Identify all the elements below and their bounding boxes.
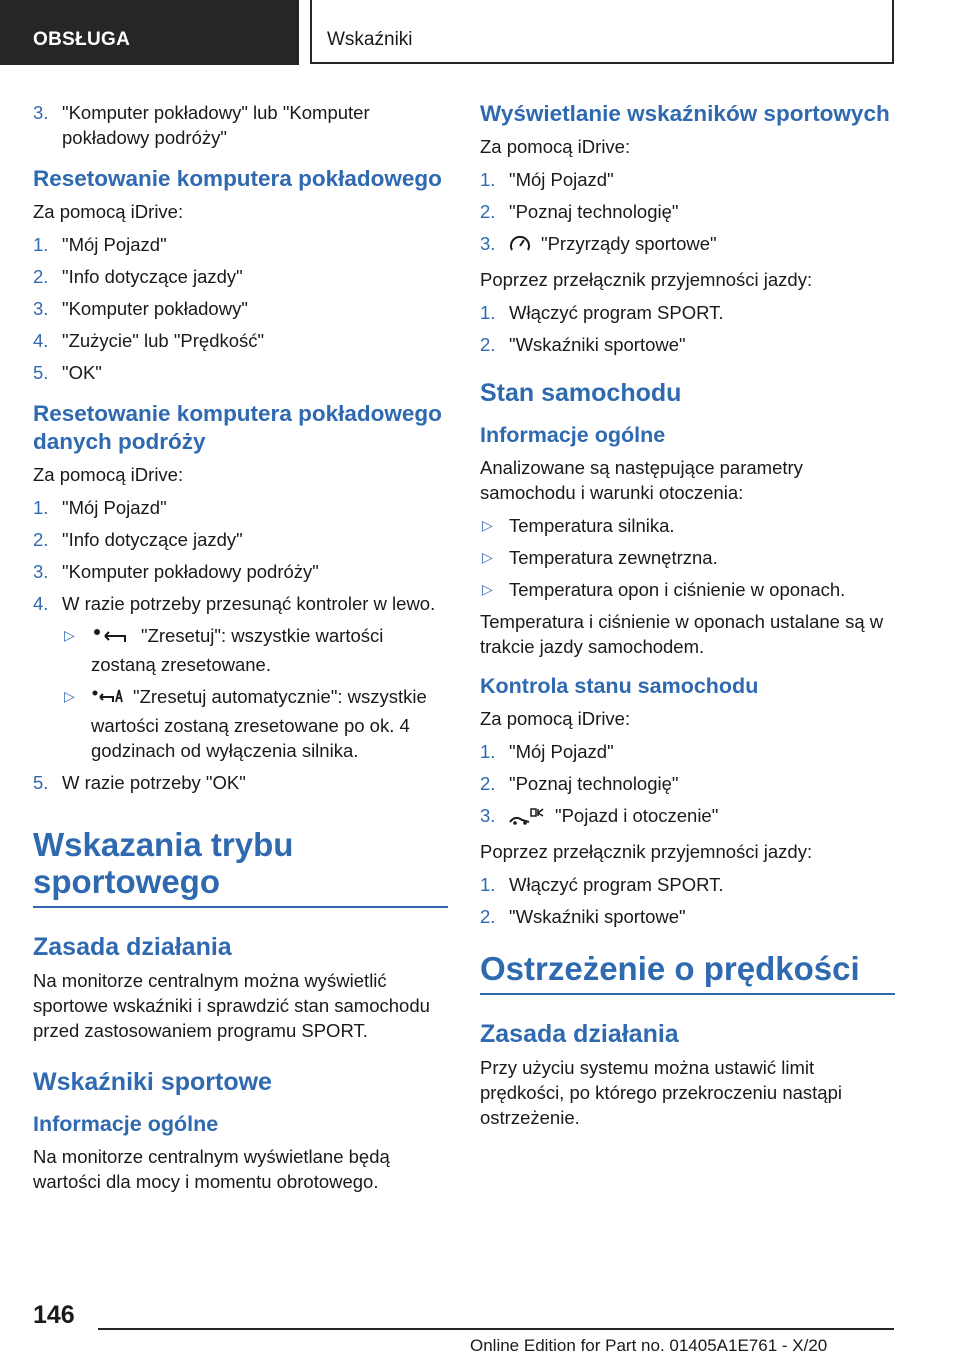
list-item — [480, 904, 895, 929]
step-text: "Komputer pokładowy" — [62, 298, 248, 319]
step-number: 5. — [33, 772, 49, 793]
right-column — [480, 100, 895, 1130]
step-number: 1. — [480, 169, 496, 190]
list-item — [33, 100, 448, 150]
car-ok-icon — [509, 806, 545, 832]
list-item — [480, 167, 895, 192]
step-text: "Mój Pojazd" — [509, 169, 614, 190]
idrive-intro: Za pomocą iDrive: — [480, 136, 631, 157]
chapter-title: Wskaźniki — [327, 29, 413, 50]
reset-steps-list — [33, 232, 448, 385]
footer-divider — [98, 1328, 894, 1330]
list-item — [33, 559, 448, 584]
list-item — [480, 300, 895, 325]
idrive-intro: Za pomocą iDrive: — [33, 201, 184, 222]
bullet-marker: ▷ — [64, 688, 75, 704]
speed-principle-text: Przy użyciu systemu można ustawić limit prędkości, po którego przekroczeniu nastąpi ostrzeżenie. — [480, 1057, 842, 1128]
step-text: "OK" — [62, 362, 102, 383]
idrive-intro: Za pomocą iDrive: — [480, 708, 631, 729]
step-text: "Wskaźniki sportowe" — [509, 334, 686, 355]
list-item — [480, 739, 895, 764]
vehicle-check-heading: Kontrola stanu samochodu — [480, 674, 759, 698]
list-item — [33, 591, 448, 763]
step-text: Włączyć program SPORT. — [509, 302, 724, 323]
step-text: "Mój Pojazd" — [62, 234, 167, 255]
list-item — [33, 264, 448, 289]
list-item — [480, 771, 895, 796]
step-text: "Wskaźniki sportowe" — [509, 906, 686, 927]
list-item — [480, 872, 895, 897]
list-item — [33, 360, 448, 385]
vehicle-state-heading: Stan samochodu — [480, 379, 682, 407]
list-item — [480, 803, 895, 832]
list-item — [480, 577, 895, 602]
parameters-list — [480, 513, 895, 602]
general-info-heading: Informacje ogólne — [480, 423, 666, 447]
sport-display-heading: Wskazania trybu sportowego — [33, 826, 448, 908]
bullet-marker: ▷ — [64, 627, 75, 643]
step-number: 4. — [33, 330, 49, 351]
step-number: 3. — [480, 805, 496, 826]
list-item — [62, 684, 448, 763]
list-item — [33, 296, 448, 321]
reset-trip-heading: Resetowanie komputera pokładowego — [33, 166, 442, 191]
reset-icon — [91, 627, 131, 652]
list-item — [480, 231, 895, 260]
edition-note: Online Edition for Part no. 01405A1E761 - X/20 — [470, 1336, 828, 1355]
list-item — [480, 545, 895, 570]
idrive-intro: Za pomocą iDrive: — [33, 464, 184, 485]
bullet-text: Temperatura silnika. — [509, 515, 675, 536]
step-text: "Info dotyczące jazdy" — [62, 529, 243, 550]
prev-steps-list — [33, 100, 448, 150]
step-number: 1. — [33, 234, 49, 255]
step-text: "Poznaj technologię" — [509, 773, 679, 794]
step-number: 3. — [33, 561, 49, 582]
step-text: "Komputer pokładowy" lub "Komputer pokładowy podróży" — [62, 102, 370, 148]
step-number: 2. — [480, 334, 496, 355]
state-note: Temperatura i ciśnienie w oponach ustalane są w trakcie jazdy samochodem. — [480, 611, 884, 657]
step-number: 2. — [33, 529, 49, 550]
bullet-marker: ▷ — [482, 549, 493, 565]
step-text: "Mój Pojazd" — [509, 741, 614, 762]
list-item — [480, 513, 895, 538]
sport-indicators-heading: Wskaźniki sportowe — [33, 1068, 272, 1096]
switch-steps-list — [480, 872, 895, 929]
step-number: 3. — [480, 233, 496, 254]
general-info-text: Na monitorze centralnym wyświetlane będą wartości dla mocy i momentu obrotowego. — [33, 1146, 390, 1192]
step-text: "Pojazd i otoczenie" — [555, 805, 719, 826]
switch-steps-list — [480, 300, 895, 357]
step-number: 5. — [33, 362, 49, 383]
auto-reset-icon — [91, 687, 123, 713]
step-number: 1. — [480, 741, 496, 762]
bullet-marker: ▷ — [482, 517, 493, 533]
list-item — [62, 623, 448, 677]
principle-text: Na monitorze centralnym można wyświetlić sportowe wskaźniki i sprawdzić stan samochodu przed zastosowaniem programu SPORT. — [33, 970, 430, 1041]
switch-intro: Poprzez przełącznik przyjemności jazdy: — [480, 841, 813, 862]
step-text: W razie potrzeby "OK" — [62, 772, 246, 793]
option-text: "Zresetuj automatycznie": wszystkie wartości zostaną zresetowane po ok. 4 godzinach od wyłączenia silnika. — [91, 686, 427, 761]
step-number: 1. — [480, 874, 496, 895]
step-number: 3. — [33, 102, 49, 123]
step-number: 1. — [480, 302, 496, 323]
step-number: 1. — [33, 497, 49, 518]
check-steps-list — [480, 739, 895, 832]
left-column — [33, 100, 448, 1194]
bullet-text: Temperatura zewnętrzna. — [509, 547, 718, 568]
step-number: 2. — [480, 201, 496, 222]
bullet-text: Temperatura opon i ciśnienie w oponach. — [509, 579, 846, 600]
step-text: "Info dotyczące jazdy" — [62, 266, 243, 287]
list-item — [33, 527, 448, 552]
reset-options-list — [62, 623, 448, 763]
display-sport-heading: Wyświetlanie wskaźników sportowych — [480, 101, 890, 126]
principle-heading: Zasada działania — [33, 933, 232, 961]
list-item — [480, 199, 895, 224]
step-number: 2. — [480, 906, 496, 927]
gauge-icon — [509, 234, 531, 260]
step-text: "Poznaj technologię" — [509, 201, 679, 222]
step-text: Włączyć program SPORT. — [509, 874, 724, 895]
speed-warning-heading: Ostrzeżenie o prędkości — [480, 950, 895, 995]
state-general-text: Analizowane są następujące parametry samochodu i warunki otoczenia: — [480, 457, 803, 503]
step-number: 2. — [33, 266, 49, 287]
section-label: OBSŁUGA — [33, 29, 131, 50]
step-number: 4. — [33, 593, 49, 614]
bullet-marker: ▷ — [482, 581, 493, 597]
option-text: "Zresetuj": wszystkie wartości zostaną zresetowane. — [91, 625, 384, 675]
step-text: W razie potrzeby przesunąć kontroler w lewo. — [62, 593, 436, 614]
list-item — [33, 232, 448, 257]
step-number: 3. — [33, 298, 49, 319]
step-text: "Przyrządy sportowe" — [541, 233, 717, 254]
general-info-heading: Informacje ogólne — [33, 1112, 219, 1136]
reset-travel-steps-list — [33, 495, 448, 795]
list-item — [33, 495, 448, 520]
step-text: "Komputer pokładowy podróży" — [62, 561, 319, 582]
list-item — [33, 770, 448, 795]
switch-intro: Poprzez przełącznik przyjemności jazdy: — [480, 269, 813, 290]
principle-heading: Zasada działania — [480, 1020, 679, 1048]
page-number: 146 — [33, 1301, 75, 1329]
step-text: "Zużycie" lub "Prędkość" — [62, 330, 265, 351]
list-item — [33, 328, 448, 353]
section-tab — [0, 0, 299, 65]
step-number: 2. — [480, 773, 496, 794]
step-text: "Mój Pojazd" — [62, 497, 167, 518]
display-steps-list — [480, 167, 895, 260]
reset-travel-heading: Resetowanie komputera pokładowego danych podróży — [33, 401, 442, 454]
chapter-tab — [310, 0, 894, 64]
list-item — [480, 332, 895, 357]
